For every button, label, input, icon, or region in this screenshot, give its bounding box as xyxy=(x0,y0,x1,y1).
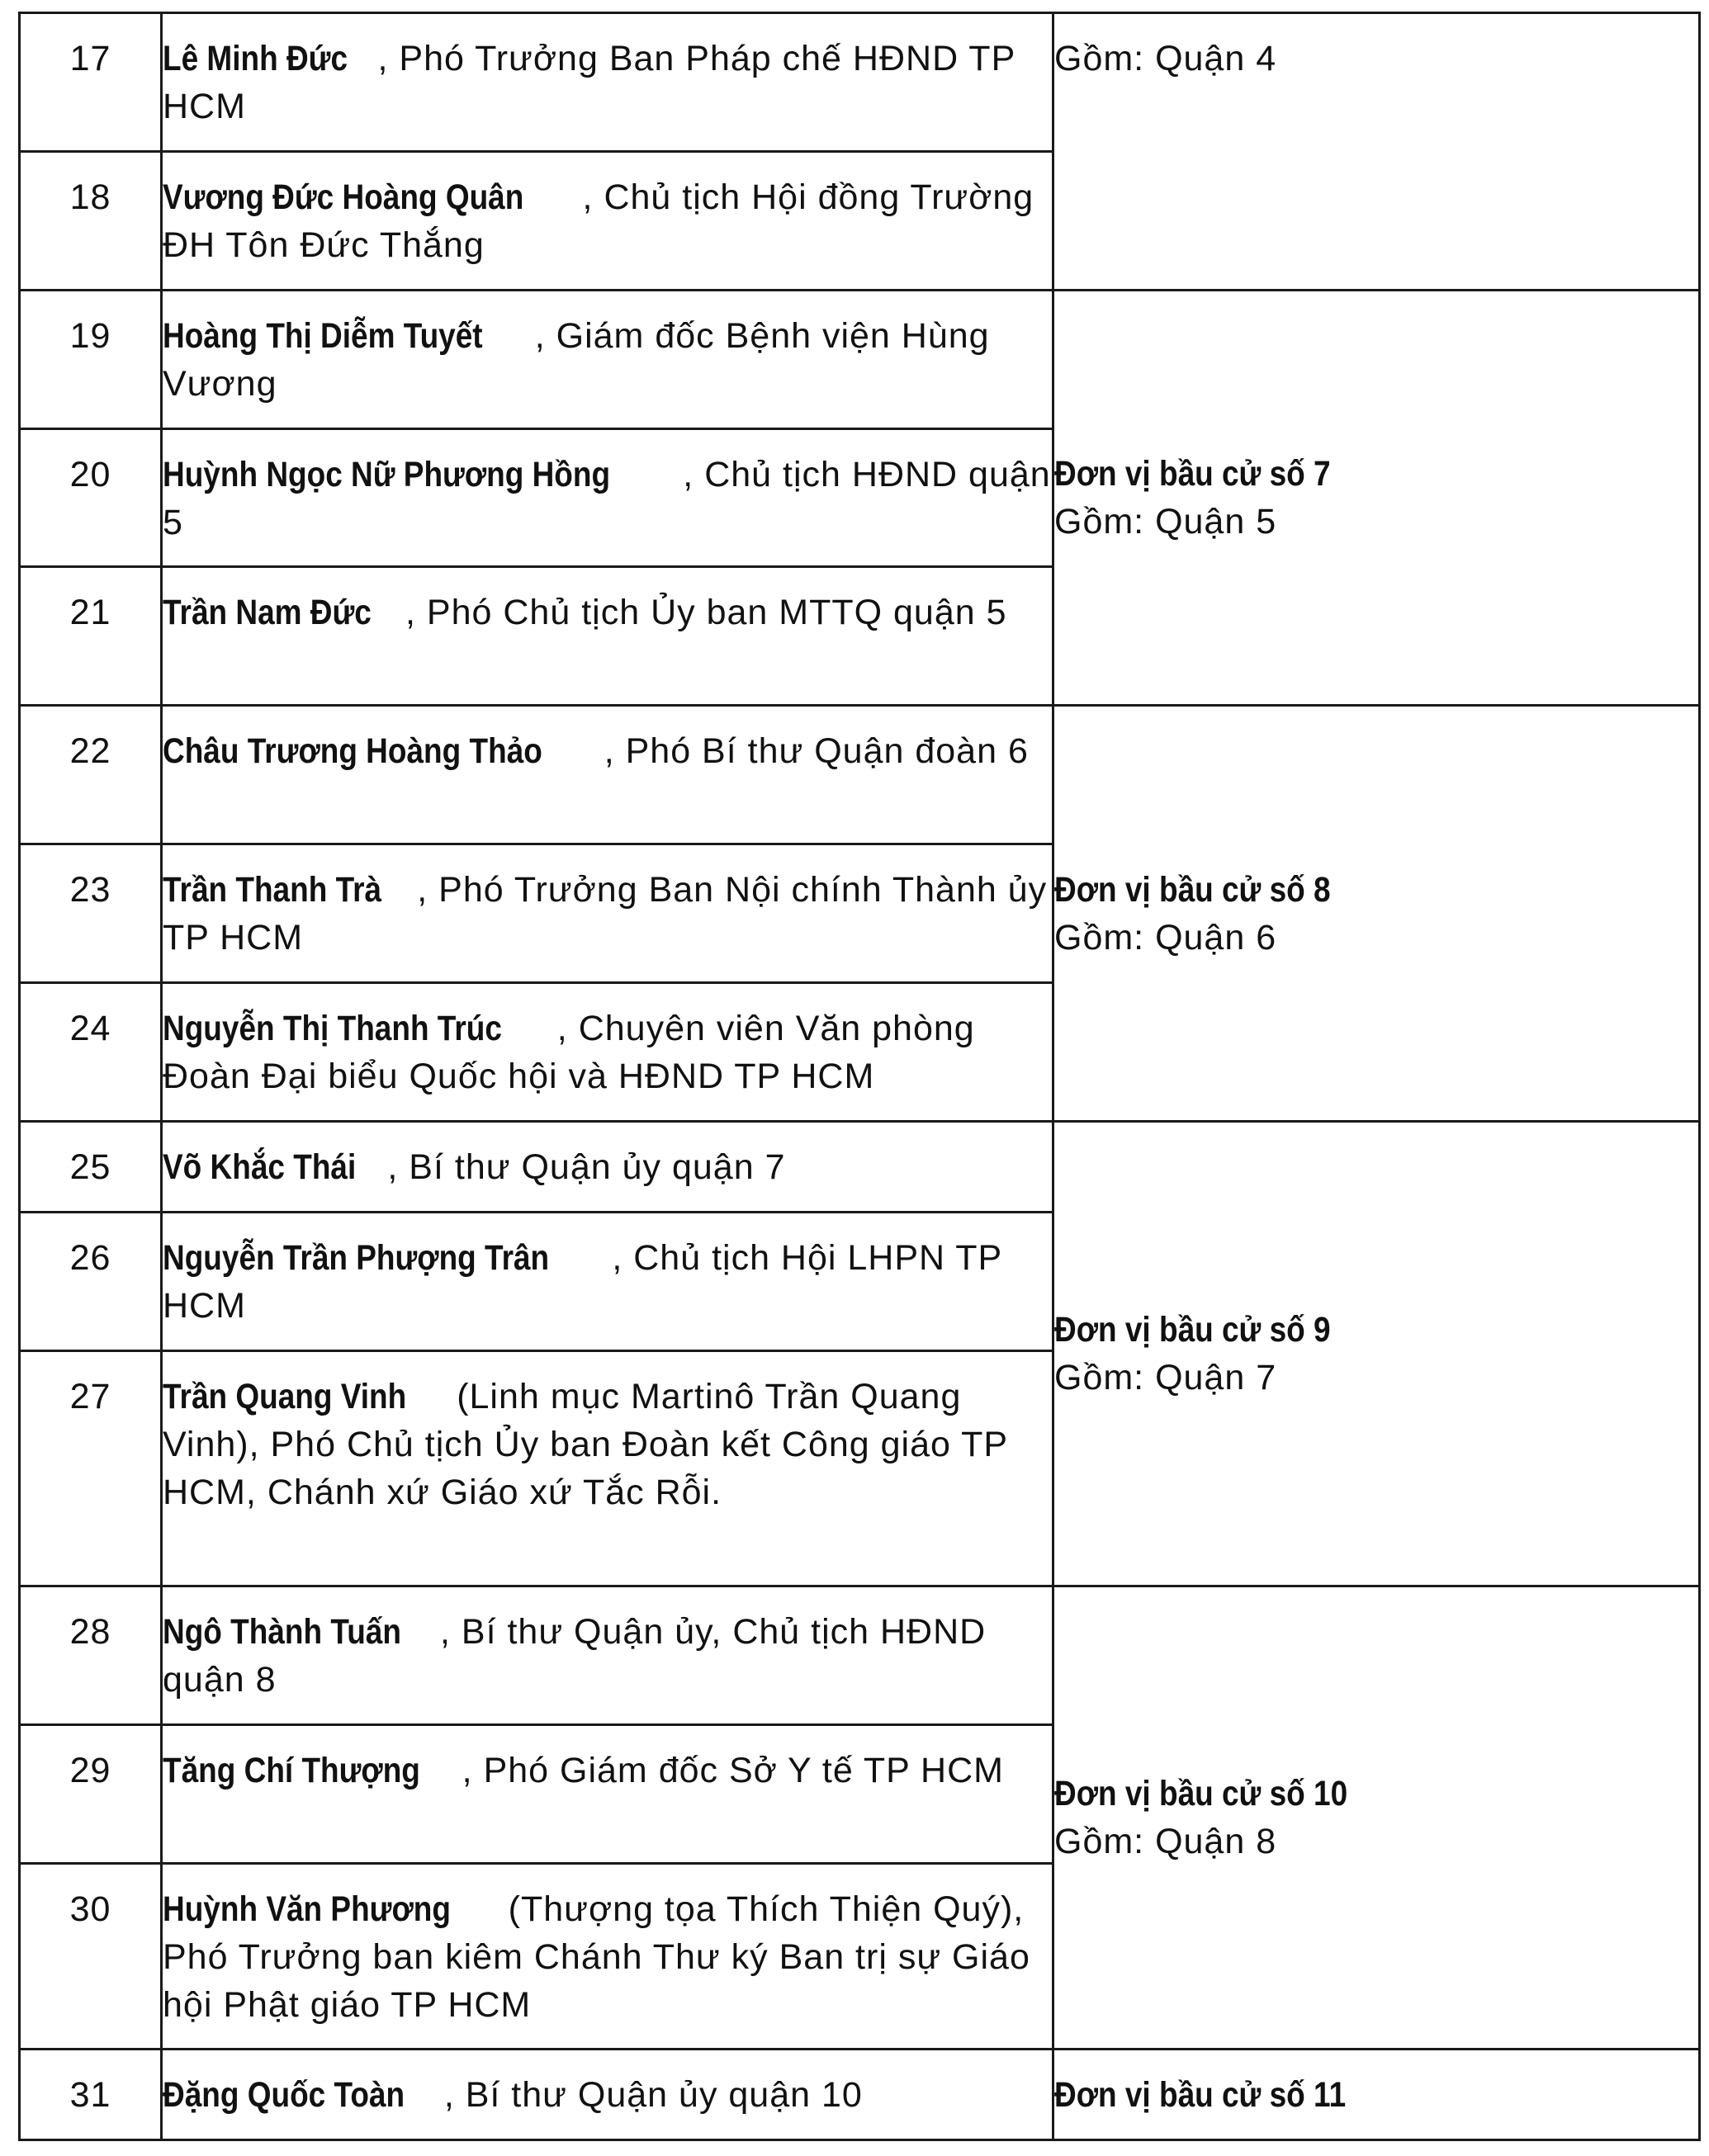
candidate-position: (Thượng tọa Thích Thiện Quý), Phó Trưởng ban kiêm Chánh Thư ký Ban trị sự Giáo hội Phật giáo TP HCM xyxy=(163,1889,1030,2025)
candidate-position: Phó Trưởng Ban Nội chính Thành ủy TP HCM xyxy=(163,870,1048,957)
unit-districts: Gồm: Quận 6 xyxy=(1054,917,1277,957)
table-row xyxy=(20,706,1700,844)
row-number: 27 xyxy=(20,1351,162,1586)
unit-districts: Gồm: Quận 8 xyxy=(1054,1822,1277,1861)
candidate-position: Bí thư Quận ủy, Chủ tịch HĐND quận 8 xyxy=(163,1612,987,1700)
candidate-cell xyxy=(162,567,1053,706)
separator: , xyxy=(443,2075,466,2115)
row-number: 19 xyxy=(20,291,162,429)
row-number: 18 xyxy=(20,152,162,291)
row-number: 31 xyxy=(20,2050,162,2140)
unit-districts: Gồm: Quận 4 xyxy=(1054,39,1277,78)
candidate-cell xyxy=(162,1122,1053,1213)
separator: , xyxy=(612,1238,634,1278)
row-number: 24 xyxy=(20,983,162,1122)
candidate-position: (Linh mục Martinô Trần Quang Vinh), Phó Chủ tịch Ủy ban Đoàn kết Công giáo TP HCM, Chánh xứ Giáo xứ Tắc Rỗi. xyxy=(163,1377,1008,1512)
candidate-cell xyxy=(162,1725,1053,1864)
row-number: 22 xyxy=(20,706,162,844)
candidate-table xyxy=(18,12,1701,2141)
table-row xyxy=(20,291,1700,429)
row-number: 26 xyxy=(20,1213,162,1351)
separator: , xyxy=(387,1147,409,1187)
candidate-cell xyxy=(162,291,1053,429)
candidate-position: Giám đốc Bệnh viện Hùng Vương xyxy=(163,316,990,404)
table-row xyxy=(20,13,1700,152)
row-number: 29 xyxy=(20,1725,162,1864)
candidate-cell xyxy=(162,429,1053,567)
candidate-position: Phó Chủ tịch Ủy ban MTTQ quận 5 xyxy=(426,593,1007,632)
separator: , xyxy=(417,870,439,910)
separator xyxy=(498,1889,509,1929)
candidate-name: Trần Thanh Trà xyxy=(163,870,382,910)
separator: , xyxy=(439,1612,462,1652)
candidate-name: Tăng Chí Thượng xyxy=(163,1751,420,1790)
electoral-unit-cell xyxy=(1053,2050,1700,2140)
candidate-name: Ngô Thành Tuấn xyxy=(163,1612,401,1652)
candidate-name: Hoàng Thị Diễm Tuyết xyxy=(163,316,483,356)
candidate-position: Phó Bí thư Quận đoàn 6 xyxy=(625,731,1029,771)
candidate-position: Chủ tịch Hội LHPN TP HCM xyxy=(163,1238,1002,1326)
candidate-name: Châu Trương Hoàng Thảo xyxy=(163,731,542,771)
row-number: 23 xyxy=(20,844,162,983)
row-number: 20 xyxy=(20,429,162,567)
separator: , xyxy=(462,1751,484,1790)
row-number: 25 xyxy=(20,1122,162,1213)
row-number: 30 xyxy=(20,1864,162,2050)
candidate-name: Võ Khắc Thái xyxy=(163,1147,357,1187)
candidate-cell xyxy=(162,1864,1053,2050)
electoral-unit-cell xyxy=(1053,291,1700,706)
candidate-name: Lê Minh Đức xyxy=(163,39,348,78)
candidate-position: Bí thư Quận ủy quận 10 xyxy=(465,2075,863,2115)
separator: , xyxy=(683,455,705,494)
row-number: 17 xyxy=(20,13,162,152)
candidate-position: Chủ tịch HĐND quận 5 xyxy=(163,455,1051,542)
candidate-name: Trần Quang Vinh xyxy=(163,1377,407,1416)
electoral-unit-cell xyxy=(1053,13,1700,291)
row-number: 21 xyxy=(20,567,162,706)
candidate-cell xyxy=(162,1213,1053,1351)
separator: , xyxy=(534,316,556,356)
candidate-cell xyxy=(162,983,1053,1122)
separator: , xyxy=(582,177,604,217)
candidate-position: Phó Giám đốc Sở Y tế TP HCM xyxy=(483,1751,1004,1790)
row-number: 28 xyxy=(20,1586,162,1725)
candidate-name: Huỳnh Ngọc Nữ Phương Hồng xyxy=(163,455,611,494)
table-row xyxy=(20,1586,1700,1725)
candidate-cell xyxy=(162,152,1053,291)
candidate-name: Huỳnh Văn Phương xyxy=(163,1889,451,1929)
candidate-position: Chuyên viên Văn phòng Đoàn Đại biểu Quốc hội và HĐND TP HCM xyxy=(163,1009,975,1096)
separator: , xyxy=(377,39,400,78)
separator: , xyxy=(556,1009,579,1048)
separator: , xyxy=(604,731,626,771)
candidate-position: Phó Trưởng Ban Pháp chế HĐND TP HCM xyxy=(163,39,1015,126)
table-row xyxy=(20,2050,1700,2140)
unit-title: Đơn vị bầu cử số 9 xyxy=(1054,1310,1331,1350)
unit-districts: Gồm: Quận 7 xyxy=(1054,1358,1277,1397)
unit-title: Đơn vị bầu cử số 8 xyxy=(1054,869,1331,910)
separator xyxy=(446,1377,457,1416)
candidate-cell xyxy=(162,1351,1053,1586)
separator: , xyxy=(405,593,427,632)
candidate-position: Chủ tịch Hội đồng Trường ĐH Tôn Đức Thắng xyxy=(163,177,1034,265)
candidate-cell xyxy=(162,844,1053,983)
table-row xyxy=(20,1122,1700,1213)
electoral-unit-cell xyxy=(1053,706,1700,1122)
unit-title: Đơn vị bầu cử số 7 xyxy=(1054,454,1331,494)
candidate-name: Trần Nam Đức xyxy=(163,593,372,632)
unit-title: Đơn vị bầu cử số 11 xyxy=(1054,2075,1347,2115)
candidate-cell xyxy=(162,13,1053,152)
unit-title: Đơn vị bầu cử số 10 xyxy=(1054,1774,1348,1813)
electoral-unit-cell xyxy=(1053,1586,1700,2050)
candidate-name: Nguyễn Thị Thanh Trúc xyxy=(163,1009,502,1048)
candidate-cell xyxy=(162,2050,1053,2140)
candidate-name: Đặng Quốc Toàn xyxy=(163,2075,405,2115)
candidate-cell xyxy=(162,1586,1053,1725)
electoral-unit-cell xyxy=(1053,1122,1700,1586)
unit-districts: Gồm: Quận 5 xyxy=(1054,502,1277,541)
candidate-name: Vương Đức Hoàng Quân xyxy=(163,177,524,217)
candidate-position: Bí thư Quận ủy quận 7 xyxy=(409,1147,786,1187)
candidate-name: Nguyễn Trần Phượng Trân xyxy=(163,1238,550,1278)
candidate-cell xyxy=(162,706,1053,844)
